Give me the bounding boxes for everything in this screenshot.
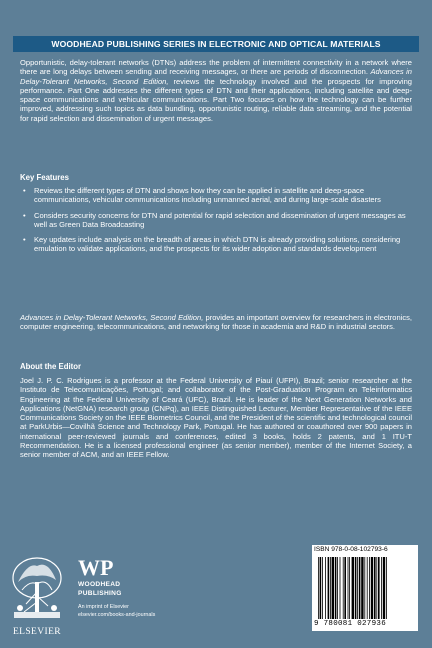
- key-features-heading: Key Features: [20, 173, 69, 182]
- barcode-number: 9 780081 027936: [314, 620, 387, 628]
- list-item: • Key updates include analysis on the breadth of areas in which DTN is already providing solutions, considering emulation to validate applications, and the prospects for its wider adoption and standards development: [20, 235, 412, 254]
- about-editor-heading: About the Editor: [20, 362, 82, 371]
- editor-bio: Joel J. P. C. Rodrigues is a professor at the Federal University of Piauí (UFPI), Brazil; senior researcher at the Instituto de Telecomunicações, Portugal; and collaborator of the Post-Graduation Program on Teleinformatics Engineering at the Federal University of Ceará (UFC), Brazil. He is leader of the Next Generation Networks and Applications (NetGNA) research group (CNPq), an IEEE Distinguished Lecturer, Member Representative of the IEEE Communications Society on the IEEE Biometrics Council, and the President of the scientific and technological council at ParkUrbis—Covilhã Science and Technology Park, Portugal. He has authored or coauthored over 900 papers in international peer-reviewed journals and conferences, edited 3 books, holds 2 patents, and 1 ITU-T Recommendation. He is a licensed professional engineer (as senior member), member of the Internet Society, a senior member of ACM, and an IEEE Fellow.: [20, 376, 412, 459]
- isbn-barcode-box: [312, 545, 418, 631]
- key-features-list: [20, 186, 412, 260]
- elsevier-wordmark: ELSEVIER: [12, 627, 62, 637]
- barcode: [318, 557, 412, 619]
- publisher-name-line1: WOODHEAD: [78, 581, 121, 588]
- publisher-name-line2: PUBLISHING: [78, 590, 122, 597]
- series-title: WOODHEAD PUBLISHING SERIES IN ELECTRONIC AND OPTICAL MATERIALS: [51, 39, 381, 49]
- publisher-url: elsevier.com/books-and-journals: [78, 612, 156, 618]
- intro-paragraph: Opportunistic, delay-tolerant networks (DTNs) address the problem of intermittent connectivity in a network where there are long delays between sending and receiving messages, or there are periods of disconnection. Advances in Delay-Tolerant Networks, Second Edition, reviews the technology involved and the prospects for improving performance. Part One addresses the different types of DTN and their applications, including satellite and deep-space communications and vehicular communications. Part Two focuses on how the technology can be further improved, addressing such topics as data bundling, opportunistic routing, reliable data streaming, and the potential for rapid selection and dissemination of urgent messages.: [20, 58, 412, 123]
- wp-mark-text: WP: [78, 555, 114, 580]
- overview-paragraph: Advances in Delay-Tolerant Networks, Second Edition, provides an important overview for researchers in electronics, computer engineering, telecommunications, and networking for those in academia and R&D in industrial sectors.: [20, 313, 412, 332]
- series-banner: [13, 36, 419, 52]
- list-item: • Considers security concerns for DTN and potential for rapid selection and dissemination of urgent messages as well as Green Data Broadcasting: [20, 211, 412, 230]
- book-title: Advances in Delay-Tolerant Networks, Second Edition,: [20, 67, 412, 86]
- book-title: Advances in Delay-Tolerant Networks, Second Edition,: [20, 313, 204, 322]
- imprint-note: An imprint of Elsevier: [78, 604, 129, 610]
- isbn-label: ISBN 978-0-08-102793-6: [314, 546, 388, 553]
- woodhead-publishing-logo: [78, 555, 114, 580]
- list-item: • Reviews the different types of DTN and shows how they can be applied in satellite and deep-space communications, vehicular communications including unmanned aerial, and during large-scale disasters: [20, 186, 412, 205]
